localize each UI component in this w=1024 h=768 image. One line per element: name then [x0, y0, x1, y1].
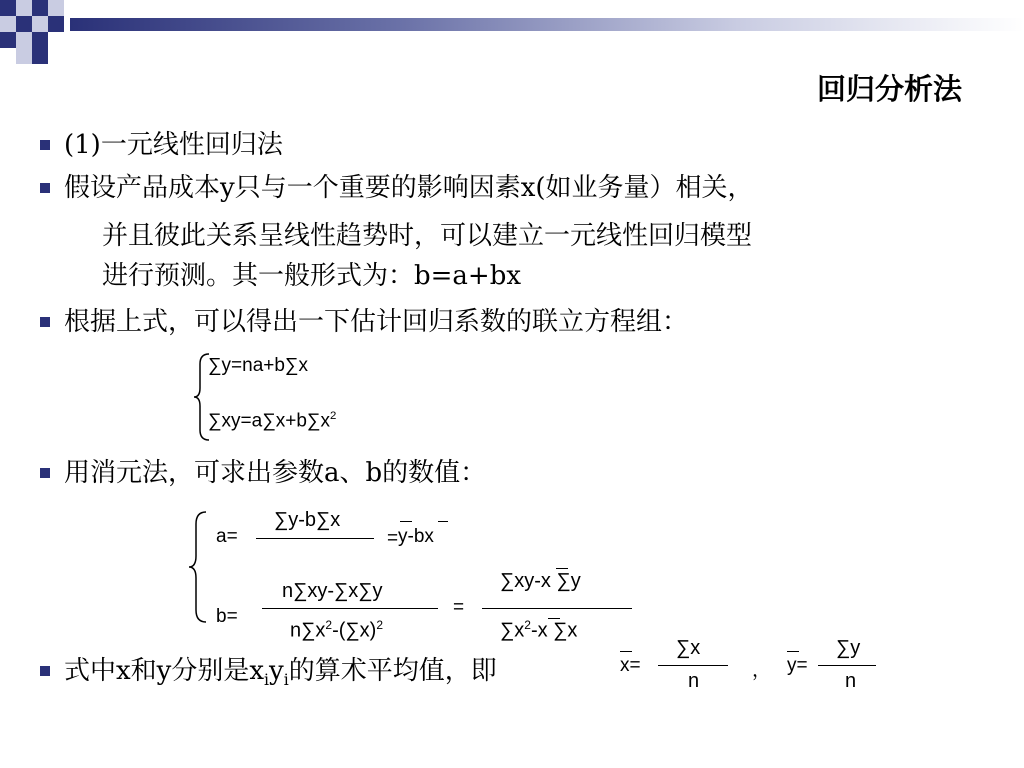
mean-x-label: x= [620, 655, 641, 676]
b-den2-sup: 2 [524, 618, 531, 632]
fraction-bar [658, 665, 728, 666]
b-den2-a: ∑x [500, 619, 525, 642]
mean-x-numerator: ∑x [676, 637, 701, 659]
b-denominator-2 [500, 618, 577, 643]
para4-sub1: i [264, 671, 270, 690]
b-den1-b: -(∑x) [332, 619, 377, 642]
mean-x-denominator: n [688, 670, 700, 692]
b-numerator-1: n∑xy-∑x∑y [282, 580, 383, 602]
paragraph-line: 假设产品成本y只与一个重要的影响因素x(如业务量）相关， [64, 173, 754, 203]
equation-1: ∑y=na+b∑x [208, 355, 308, 376]
paragraph-line: 用消元法，可求出参数a、b的数值： [64, 458, 487, 488]
a-rhs: y-bx [398, 526, 434, 547]
deco-square [16, 16, 32, 32]
deco-square [16, 32, 32, 48]
bullet-marker [40, 140, 50, 150]
b-label: b= [216, 606, 238, 627]
header-band [70, 18, 1024, 31]
overline [438, 521, 448, 522]
mean-y-label: y= [787, 655, 808, 676]
b-equals: = [453, 597, 465, 618]
slide-title: 回归分析法 [816, 72, 962, 106]
b-den1-sup: 2 [325, 618, 333, 632]
overline [620, 651, 632, 652]
deco-square [32, 0, 48, 16]
bullet-marker [40, 666, 50, 676]
bullet-marker [40, 317, 50, 327]
a-equals: = [387, 528, 399, 549]
deco-square [32, 48, 48, 64]
fraction-bar [262, 608, 438, 609]
paragraph-line: 进行预测。其一般形式为：b=a+bx [102, 261, 522, 291]
deco-square [0, 0, 16, 16]
equation-2-sup: 2 [329, 410, 337, 422]
b-den1-a: n∑x [290, 619, 326, 642]
paragraph-line [64, 651, 497, 700]
para4-pre: 式中x和y分别是x [64, 656, 265, 686]
deco-square [0, 32, 16, 48]
paragraph-line: 并且彼此关系呈线性趋势时，可以建立一元线性回归模型 [102, 221, 753, 251]
equation-2-base: ∑xy=a∑x+b∑x [208, 410, 330, 432]
mean-y-numerator: ∑y [836, 637, 861, 659]
deco-square [0, 16, 16, 32]
fraction-bar [482, 608, 632, 609]
para4-sub2: i [283, 671, 289, 690]
para4-mid: y [269, 656, 284, 686]
a-numerator: ∑y-b∑x [274, 509, 341, 531]
deco-square [16, 0, 32, 16]
deco-square [32, 32, 48, 48]
brace-icon [188, 510, 208, 624]
equation-2 [208, 410, 336, 432]
deco-square [48, 0, 64, 16]
overline [556, 568, 568, 569]
a-label: a= [216, 526, 238, 547]
heading-text: (1)一元线性回归法 [64, 130, 283, 160]
para4-post: 的算术平均值，即 [288, 656, 497, 686]
bullet-marker [40, 468, 50, 478]
overline [548, 618, 560, 619]
b-den1-sup2: 2 [376, 618, 384, 632]
mean-y-denominator: n [845, 670, 857, 692]
overline [787, 651, 799, 652]
b-denominator-1 [290, 618, 383, 643]
deco-square [16, 48, 32, 64]
comma-separator: ， [752, 660, 772, 681]
fraction-bar [256, 538, 374, 539]
overline [400, 521, 412, 522]
deco-square [48, 16, 64, 32]
b-numerator-2: ∑xy-x ∑y [500, 570, 581, 592]
paragraph-line: 根据上式，可以得出一下估计回归系数的联立方程组： [64, 307, 689, 337]
fraction-bar [818, 665, 876, 666]
b-den2-b: -x ∑x [530, 619, 578, 642]
deco-square [32, 16, 48, 32]
bullet-marker [40, 183, 50, 193]
